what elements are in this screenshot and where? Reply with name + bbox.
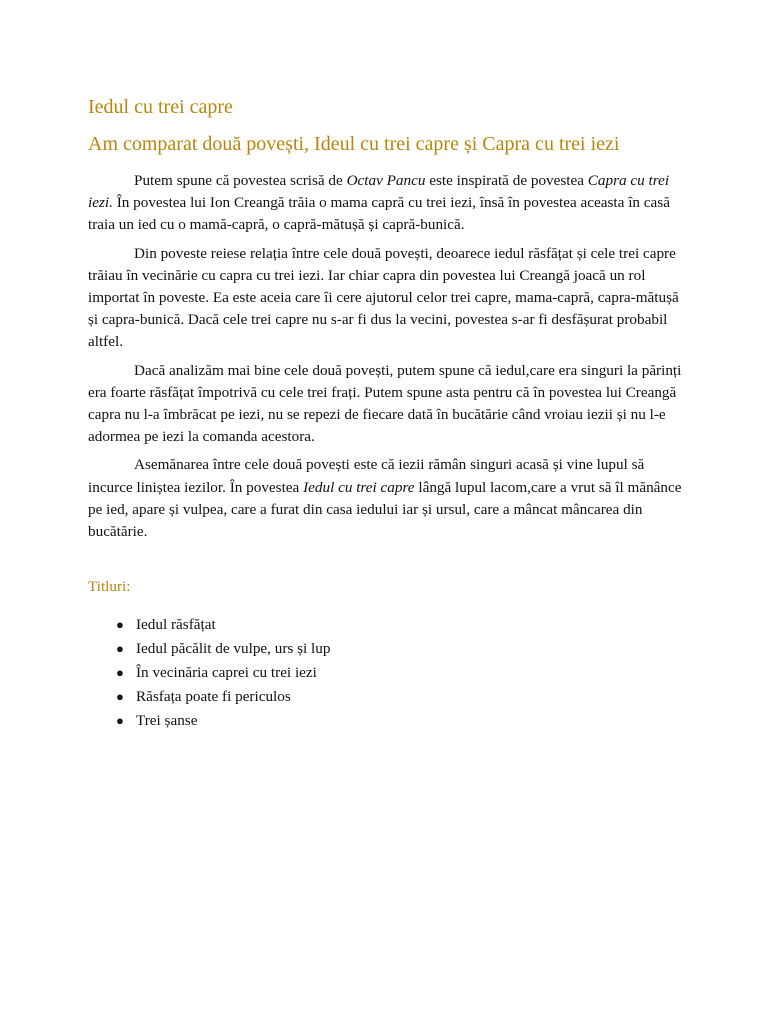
list-item xyxy=(116,613,688,637)
list-item-label: Trei șanse xyxy=(136,712,198,730)
paragraph-1-text-c: este inspirată de povestea xyxy=(425,172,588,189)
list-item xyxy=(116,637,688,661)
bullet-icon: ● xyxy=(116,641,124,657)
list-item xyxy=(116,709,688,733)
paragraph-4-text-a: Asemănarea între cele două povești este că iezii rămân singuri acasă și vine lupul să incurce liniștea iezilor. În povestea xyxy=(88,456,645,496)
paragraph-1-text-a: Putem spune că povestea scrisă de xyxy=(134,172,347,189)
paragraph-2: Din poveste reiese relația între cele două povești, deoarece iedul răsfățat și cele trei capre trăiau în vecinărie cu capra cu trei iezi. Iar chiar capra din povestea lui Creangă joacă un rol importat în poveste. Ea este aceia care îi cere ajutorul celor trei capre, mama-capră, capra-mătușă și capra-bunică. Dacă cele trei capre nu s-ar fi dus la vecini, povestea s-ar fi desfășurat probabil altfel. xyxy=(88,244,679,351)
bullet-icon: ● xyxy=(116,617,124,633)
titles-list xyxy=(88,613,688,733)
paragraph-4 xyxy=(88,454,688,543)
list-item xyxy=(116,661,688,685)
story-title-reference-2: Iedul cu trei capre xyxy=(303,478,415,496)
author-name: Octav Pancu xyxy=(346,172,426,189)
list-item-label: În vecinăria caprei cu trei iezi xyxy=(136,664,317,682)
list-item xyxy=(116,685,688,709)
bullet-icon: ● xyxy=(116,665,124,681)
list-item-label: Iedul păcălit de vulpe, urs și lup xyxy=(136,640,331,658)
bullet-icon: ● xyxy=(116,689,124,705)
paragraph-1 xyxy=(88,170,688,237)
list-item-label: Răsfața poate fi periculos xyxy=(136,688,291,706)
paragraph-1-text-e: În povestea lui Ion Creangă trăia o mama capră cu trei iezi, însă în povestea aceasta în casă traia un ied cu o mamă-capră, o capră-mătușă și capră-bunică. xyxy=(88,194,670,234)
story-title-reference: Capra cu trei iezi. xyxy=(88,172,670,212)
list-item-label: Iedul răsfățat xyxy=(136,616,216,634)
paragraph-4-text-c: lângă lupul lacom,care a vrut să îl mănânce pe ied, apare și vulpea, care a furat din casa iedului iar și ursul, care a mâncat mâncarea din bucătărie. xyxy=(88,478,682,541)
document-page xyxy=(88,88,688,733)
document-title: Iedul cu trei capre xyxy=(88,96,233,118)
titles-heading: Titluri: xyxy=(88,578,131,596)
document-subtitle: Am comparat două povești, Ideul cu trei capre și Capra cu trei iezi xyxy=(88,133,620,155)
paragraph-3: Dacă analizăm mai bine cele două povești, putem spune că iedul,care era singuri la părinți era foarte răsfățat împotrivă cu cele trei frați. Putem spune asta pentru că în povestea lui Creangă capra nu l-a îmbrăcat pe iezi, nu se repezi de fiecare dată în bucătărie când vroiau iezii și nu l-e adormea pe iezi la comanda acestora. xyxy=(88,361,682,446)
bullet-icon: ● xyxy=(116,713,124,729)
